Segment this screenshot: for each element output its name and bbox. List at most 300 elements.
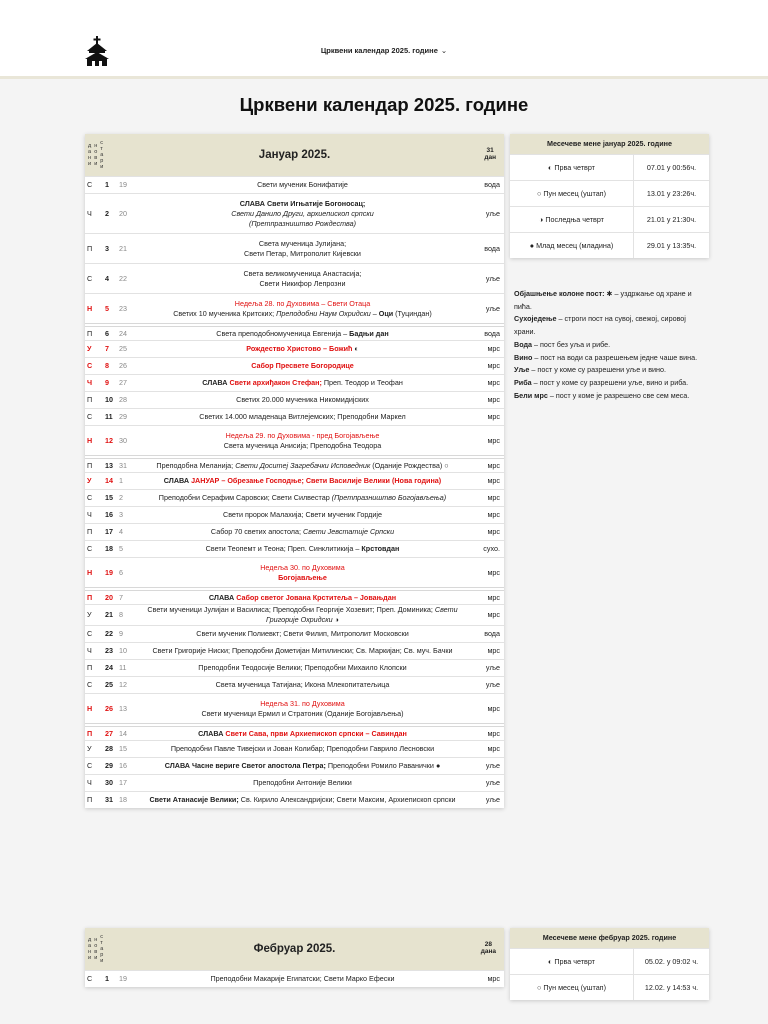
header-letter: н [88, 949, 92, 955]
weekday-letter: П [87, 795, 93, 804]
table-row [85, 642, 504, 659]
description-text: Богојављење [278, 572, 327, 582]
legend-item [514, 377, 706, 390]
weekday-cell [85, 180, 105, 190]
description-text: (Претпразништво Рождества) [248, 218, 357, 228]
description-text: Крстовдан [361, 544, 400, 553]
fasting-cell: сухо. [483, 544, 500, 553]
description-text: Недеља 30. по Духовима [260, 562, 345, 572]
legend-item [514, 352, 706, 365]
legend-term: Уље [514, 365, 530, 375]
description-text: Свети Григорије Ниски; Преподобни Дометијан Митилински; Св. Маркијан; Св. муч. Бачки [152, 646, 453, 655]
description-text: Светих 10 мученика Критских; [173, 308, 277, 318]
fasting-cell: уље [485, 208, 500, 218]
moon-phase-row [510, 180, 709, 206]
weekday-letter: С [87, 761, 93, 770]
fasting-cell: вода [484, 243, 500, 253]
description-text: Сабор 70 светих апостола; [210, 527, 303, 536]
table-row [85, 587, 504, 604]
old-date-cell: 11 [119, 663, 127, 672]
fasting-cell: мрс [487, 378, 500, 387]
weekday-cell [85, 361, 105, 371]
old-date-cell: 24 [119, 328, 127, 338]
fasting-cell: мрс [487, 344, 500, 353]
fasting-cell: мрс [487, 476, 500, 485]
legend-text: – строги пост на сувој, свежој, сировој храни. [514, 314, 686, 337]
moon-phases-january [510, 134, 709, 258]
description-text: Светих 14.000 младенаца Витлејемских; Преподобни Маркел [199, 412, 406, 421]
moon-phase-date: 21.01 у 21:30ч. [646, 215, 697, 224]
fasting-cell: вода [484, 629, 500, 638]
new-date-cell: 23 [105, 646, 113, 655]
description-text: Свети Данило Други, архиепископ српски [231, 208, 374, 218]
legend-term: Сухоједење [514, 314, 557, 324]
new-date-cell: 28 [105, 744, 113, 753]
table-row [85, 757, 504, 774]
weekday-letter: У [87, 744, 92, 753]
old-date-cell: 20 [119, 208, 127, 218]
weekday-cell [85, 304, 105, 314]
new-date-cell: 16 [105, 510, 113, 519]
legend-text: – пост у коме је разрешено све сем меса. [547, 390, 690, 400]
legend-term: Бели мрс [514, 390, 548, 400]
description-text: СЛАВА [163, 476, 192, 485]
new-date-cell: 1 [105, 180, 109, 189]
january-calendar-table [85, 134, 504, 808]
description-text: Света мученица Татијана; Икона Млекопитатељица [215, 680, 390, 689]
month-title: Јануар 2025. [258, 149, 331, 161]
old-date-cell: 26 [119, 361, 127, 370]
table-row [85, 233, 504, 263]
old-date-cell: 12 [119, 680, 127, 689]
legend-item [514, 339, 706, 352]
weekday-letter: Н [87, 435, 93, 445]
weekday-letter: С [87, 974, 93, 983]
days-count [484, 147, 496, 161]
description-text: Преподобни Серафим Саровски; Свети Силвестар [158, 493, 332, 502]
old-date-cell: 29 [119, 412, 127, 421]
description-text: Сабор светог Јована Крститеља – Јовањдан [236, 592, 397, 602]
old-date-cell: 15 [119, 744, 127, 753]
new-date-cell: 11 [105, 412, 113, 421]
weekday-cell [85, 646, 105, 656]
feast-description [133, 795, 472, 805]
feast-description [133, 680, 472, 690]
legend-text: – пост у коме су разрешени уље, вино и риба. [531, 377, 689, 387]
legend-item [514, 313, 706, 338]
fasting-cell: мрс [487, 728, 500, 738]
calendar-rows [85, 970, 504, 987]
weekday-cell [85, 378, 105, 388]
weekday-cell [85, 761, 105, 771]
new-date-cell: 2 [105, 208, 109, 218]
table-row [85, 425, 504, 455]
old-date-cell: 25 [119, 344, 127, 353]
new-date-cell: 13 [105, 460, 113, 470]
feast-description [133, 199, 472, 229]
fasting-cell: вода [484, 180, 500, 189]
new-date-cell: 27 [105, 728, 113, 738]
weekday-letter: Ч [87, 378, 93, 387]
description-text: Преп. Теодор и Теофан [321, 378, 403, 387]
description-text: Свети мученик Бонифатије [257, 180, 348, 189]
header-letter: и [88, 161, 92, 167]
description-text: – [370, 308, 379, 318]
description-text: Свети Никифор Лепрозни [259, 278, 346, 288]
weekday-letter: С [87, 680, 93, 689]
description-text: ◑ [332, 615, 339, 624]
weekday-cell [85, 209, 105, 219]
old-date-cell: 17 [119, 778, 127, 787]
days-count [481, 941, 496, 955]
header-letter: т [100, 146, 103, 152]
moon-phase-row [510, 948, 709, 974]
header-letter: и [94, 161, 98, 167]
header-letter: и [100, 164, 104, 170]
new-date-cell: 5 [105, 303, 109, 313]
header-letter: а [100, 946, 104, 952]
table-row [85, 489, 504, 506]
description-text: Преподобни Макарије Египатски; Свети Марко Ефески [210, 974, 395, 983]
header-letter: д [88, 143, 92, 149]
header-letter: н [94, 143, 98, 149]
days-count-number: 31 [486, 147, 494, 154]
feast-description [133, 269, 472, 289]
table-row [85, 540, 504, 557]
header-letter: в [94, 155, 98, 161]
calendar-rows [85, 176, 504, 808]
fasting-cell: уље [485, 303, 500, 313]
old-date-cell: 5 [119, 544, 123, 553]
description-text: Преподобни Теодосије Велики; Преподобни Михаило Клопски [198, 663, 407, 672]
fasting-cell: мрс [487, 361, 500, 370]
feast-description [133, 239, 472, 259]
weekday-letter: С [87, 361, 93, 370]
table-row [85, 970, 504, 987]
weekday-letter: Ч [87, 208, 92, 218]
old-date-cell: 23 [119, 303, 127, 313]
fasting-cell: уље [485, 761, 500, 770]
weekday-letter: П [87, 728, 93, 738]
old-date-cell: 9 [119, 629, 123, 638]
moon-phases-title: Месечеве мене фебруар 2025. године [510, 928, 709, 948]
description-text: Свети пророк Малахија; Свети мученик Гордије [223, 510, 382, 519]
weekday-letter: Ч [87, 778, 92, 787]
moon-phase-name: ◐ Прва четврт [510, 155, 634, 180]
new-date-cell: 20 [105, 592, 113, 602]
new-date-cell: 24 [105, 663, 113, 672]
legend-term: Вино [514, 352, 533, 362]
description-text: (Претпразништво Богојављења) [331, 493, 447, 502]
header-letter: н [88, 155, 92, 161]
moon-phase-date: 05.02. у 09:02 ч. [644, 957, 699, 966]
new-date-cell: 17 [105, 527, 113, 536]
weekday-letter: П [87, 243, 93, 253]
old-date-cell: 14 [119, 728, 127, 738]
fasting-cell: мрс [487, 527, 500, 536]
description-text: (Оданије Рождества) ○ [370, 460, 449, 470]
description-text: Свети архиђакон Стефан; [229, 378, 322, 387]
new-date-cell: 21 [105, 610, 113, 619]
fasting-cell: мрс [487, 435, 500, 445]
table-row [85, 723, 504, 740]
weekday-letter: У [87, 344, 92, 353]
weekday-cell [85, 329, 105, 339]
fasting-cell: мрс [487, 395, 500, 404]
feast-description [133, 361, 472, 371]
new-date-cell: 14 [105, 476, 113, 485]
description-text: Недеља 29. по Духовима - пред Богојављење [225, 430, 380, 440]
old-date-cell: 3 [119, 510, 123, 519]
feast-description [133, 461, 472, 471]
table-row [85, 676, 504, 693]
feast-description [133, 699, 472, 719]
old-date-cell: 16 [119, 761, 127, 770]
description-text: Рождество Христово – Божић [246, 344, 353, 353]
old-date-cell: 28 [119, 395, 127, 404]
description-text: Преподобни Ромило Раванички ● [325, 761, 441, 770]
moon-phase-row [510, 974, 709, 1000]
description-text: Свети мученик Полиевкт; Свети Филип, Митрополит Московски [196, 629, 409, 638]
fasting-cell: мрс [487, 412, 500, 421]
new-date-cell: 4 [105, 273, 109, 283]
header-letter: а [88, 943, 92, 949]
table-row [85, 263, 504, 293]
new-date-cell: 31 [105, 795, 113, 804]
table-row [85, 604, 504, 625]
old-date-cell: 4 [119, 527, 123, 536]
weekday-cell [85, 544, 105, 554]
weekday-cell [85, 493, 105, 503]
description-text: Недеља 31. по Духовима [260, 698, 345, 708]
table-row [85, 774, 504, 791]
weekday-letter: С [87, 273, 93, 283]
moon-phases-february [510, 928, 709, 1000]
weekday-letter: Н [87, 703, 93, 713]
new-date-cell: 18 [105, 544, 113, 553]
fasting-cell: уље [485, 273, 500, 283]
header-letter: т [100, 940, 103, 946]
header-letter: и [94, 955, 98, 961]
weekday-cell [85, 436, 105, 446]
fasting-cell: мрс [487, 510, 500, 519]
description-text: Свети мученици Јулијан и Василиса; Преподобни Георгије Хозевит; Преп. Доминика; [147, 605, 435, 614]
description-text: Света преподобномученица Евгенија – [216, 328, 350, 338]
header-letter: р [100, 952, 104, 958]
moon-phase-row [510, 232, 709, 258]
table-row [85, 408, 504, 425]
legend-text: – пост у коме су разрешени уље и вино. [529, 365, 666, 375]
description-text: (Туциндан) [393, 308, 432, 318]
weekday-letter: Н [87, 567, 93, 577]
new-date-cell: 10 [105, 395, 113, 404]
table-row [85, 472, 504, 489]
days-count-word: дан [484, 154, 496, 161]
old-date-cell: 6 [119, 567, 123, 577]
feast-description [133, 744, 472, 754]
fasting-cell: уље [485, 663, 500, 672]
table-row [85, 357, 504, 374]
moon-phase-row [510, 154, 709, 180]
weekday-cell [85, 568, 105, 578]
table-row [85, 293, 504, 323]
table-row [85, 374, 504, 391]
weekday-cell [85, 527, 105, 537]
old-date-cell: 19 [119, 974, 127, 983]
old-date-cell: 10 [119, 646, 127, 655]
weekday-cell [85, 704, 105, 714]
feast-description [133, 180, 472, 190]
weekday-cell [85, 476, 105, 486]
feast-description [133, 412, 472, 422]
header-letter: с [100, 140, 104, 146]
old-date-cell: 13 [119, 703, 127, 713]
weekday-cell [85, 729, 105, 739]
table-row [85, 391, 504, 408]
header-letter: о [94, 149, 98, 155]
feast-description [133, 778, 472, 788]
fasting-legend [514, 288, 706, 402]
new-date-cell: 12 [105, 435, 113, 445]
header-letter: н [94, 937, 98, 943]
moon-phase-date: 29.01 у 13:35ч. [646, 241, 697, 250]
feast-description [133, 974, 472, 984]
weekday-cell [85, 244, 105, 254]
feast-description [133, 729, 472, 739]
days-count-number: 28 [484, 941, 492, 948]
feast-description [133, 431, 472, 451]
feast-description [133, 299, 472, 319]
header-letter: о [94, 943, 98, 949]
old-date-cell: 21 [119, 243, 127, 253]
old-date-cell: 7 [119, 592, 123, 602]
moon-phase-name: ◐ Прва четврт [510, 949, 634, 974]
description-text: Бадњи дан [349, 328, 389, 338]
weekday-cell [85, 344, 105, 354]
legend-item [514, 288, 706, 313]
fasting-cell: мрс [487, 744, 500, 753]
weekday-letter: С [87, 629, 93, 638]
fasting-cell: мрс [487, 974, 500, 983]
weekday-letter: С [87, 544, 93, 553]
weekday-cell [85, 680, 105, 690]
old-date-cell: 27 [119, 378, 127, 387]
header-letter: с [100, 934, 104, 940]
old-date-cell: 8 [119, 610, 123, 619]
moon-phases-rows [510, 948, 709, 1000]
weekday-letter: Ч [87, 646, 92, 655]
legend-text: – пост без уља и рибе. [532, 339, 611, 349]
moon-phase-name: ◑ Последња четврт [510, 207, 634, 232]
weekday-cell [85, 593, 105, 603]
new-date-cell: 8 [105, 361, 109, 370]
feast-description [133, 563, 472, 583]
weekday-cell [85, 274, 105, 284]
header-letter: и [88, 955, 92, 961]
feast-description [133, 605, 472, 625]
weekday-letter: С [87, 180, 93, 189]
legend-text: – пост на води са разрешењем једне чаше вина. [532, 352, 698, 362]
weekday-letter: П [87, 592, 93, 602]
old-date-cell: 22 [119, 273, 127, 283]
nav-dropdown[interactable] [0, 46, 768, 55]
header-letter: и [100, 958, 104, 964]
description-text: Свети Григорије Охридски [266, 605, 458, 624]
weekday-cell [85, 412, 105, 422]
description-text: Свети Сава, први Архиепископ српски – Савиндан [225, 728, 407, 738]
weekday-cell [85, 974, 105, 984]
new-date-cell: 1 [105, 974, 109, 983]
table-row [85, 791, 504, 808]
weekday-letter: У [87, 610, 92, 619]
new-date-cell: 3 [105, 243, 109, 253]
description-text: Света великомученица Анастасија; [243, 268, 362, 278]
header-letter: а [88, 149, 92, 155]
fasting-cell: уље [485, 680, 500, 689]
weekday-cell [85, 629, 105, 639]
weekday-letter: П [87, 460, 93, 470]
table-row [85, 740, 504, 757]
weekday-cell [85, 795, 105, 805]
header-letter: а [100, 152, 104, 158]
feast-description [133, 527, 472, 537]
top-navbar [0, 0, 768, 76]
weekday-cell [85, 510, 105, 520]
old-date-cell: 1 [119, 476, 123, 485]
weekday-letter: П [87, 663, 93, 672]
weekday-letter: П [87, 527, 93, 536]
feast-description [133, 493, 472, 503]
moon-phases-rows [510, 154, 709, 258]
weekday-cell [85, 778, 105, 788]
weekday-cell [85, 663, 105, 673]
description-text: Св. Кирило Александријски; Свети Максим, Архиепископ српски [238, 795, 456, 804]
description-text: Оци [378, 308, 394, 318]
fasting-cell: мрс [487, 592, 500, 602]
weekday-cell [85, 461, 105, 471]
weekday-letter: С [87, 493, 93, 502]
feast-description [133, 629, 472, 639]
description-text: ЈАНУАР – Обрезање Господње; Свети Василије Велики (Нова година) [191, 476, 442, 485]
description-text: Света мученица Анисија; Преподобна Теодора [223, 440, 382, 450]
new-date-cell: 19 [105, 567, 113, 577]
description-text: Преподобна Меланија; [156, 460, 236, 470]
nav-title-text: Црквени календар 2025. године [320, 46, 438, 55]
description-text: ◐ [352, 344, 359, 353]
description-text: Свети Атанасије Велики; [149, 795, 239, 804]
page-title: Црквени календар 2025. године [239, 94, 529, 115]
top-divider [0, 76, 768, 79]
description-text: СЛАВА [198, 728, 226, 738]
header-letter: в [94, 949, 98, 955]
legend-term: Објашњење колоне пост: [514, 289, 605, 298]
moon-phases-title: Месечеве мене јануар 2025. године [510, 134, 709, 154]
new-date-cell: 7 [105, 344, 109, 353]
table-row [85, 323, 504, 340]
description-text: Свети мученици Ермил и Стратоник (Оданије Богојављења) [201, 708, 404, 718]
table-row [85, 557, 504, 587]
weekday-letter: У [87, 476, 92, 485]
table-row [85, 659, 504, 676]
description-text: Недеља 28. по Духовима – Свети Отаца [234, 298, 371, 308]
weekday-cell [85, 395, 105, 405]
moon-phase-row [510, 206, 709, 232]
weekday-letter: П [87, 328, 93, 338]
fasting-cell: мрс [487, 493, 500, 502]
description-text: Светих 20.000 мученика Никомидијских [236, 395, 369, 404]
moon-phase-name: ○ Пун месец (уштап) [510, 975, 634, 1000]
feast-description [133, 344, 472, 354]
